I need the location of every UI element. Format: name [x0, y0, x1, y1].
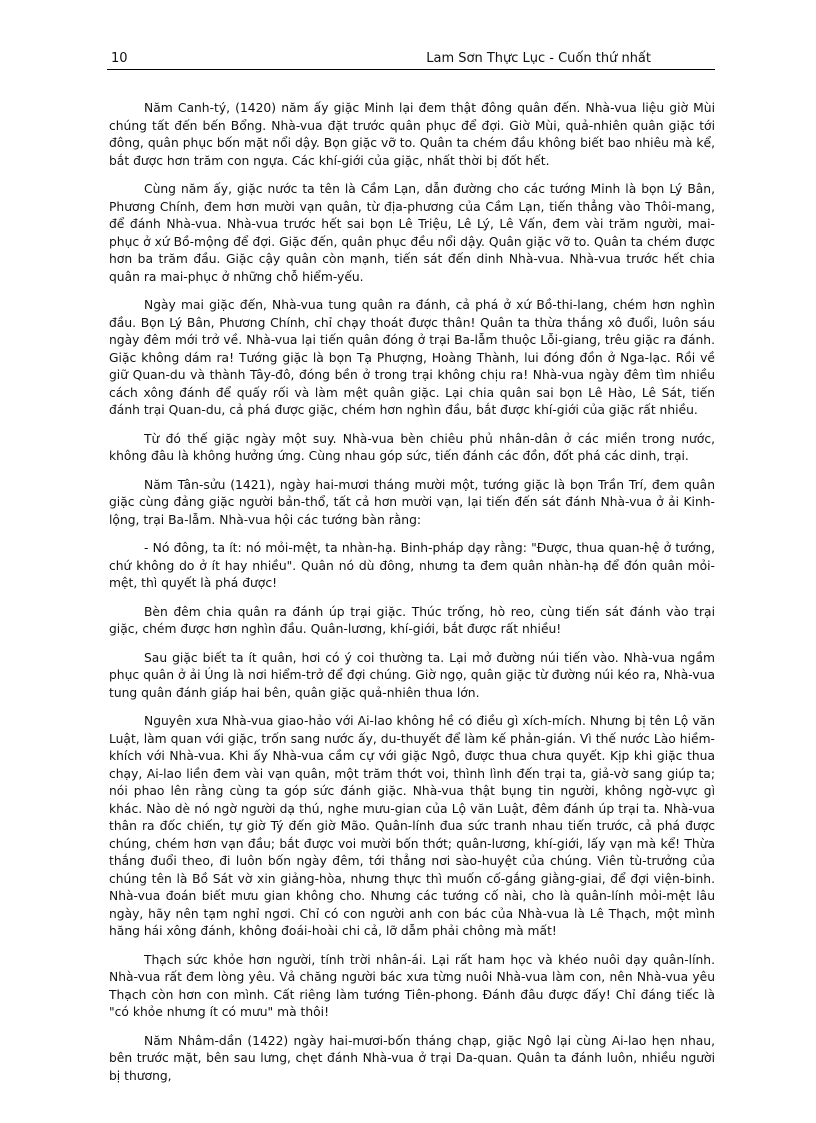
paragraph: - Nó đông, ta ít: nó mỏi-mệt, ta nhàn-hạ. Binh-pháp dạy rằng: "Được, thua quan-hệ ở tướng, chứ không do ở ít hay nhiều". Quân nó dù đông, nhưng ta đem quân nhàn-hạ để đón quân mỏi-mệt, thì quyết là phá được!	[109, 541, 715, 590]
paragraph: Năm Nhâm-dần (1422) ngày hai-mươi-bốn tháng chạp, giặc Ngô lại cùng Ai-lao hẹn nhau, bên trước mặt, bên sau lưng, chẹt đánh Nhà-vua ở trại Da-quan. Quân ta đánh luôn, nhiều người bị thương,	[109, 1033, 715, 1083]
paragraph: Cùng năm ấy, giặc nước ta tên là Cầm Lạn, dẫn đường cho các tướng Minh là bọn Lý Bân, Phương Chính, đem hơn mười vạn quân, từ địa-phương của Cầm Lạn, tiến thẳng vào Thôi-mang, để đánh Nhà-vua. Nhà-vua trước hết sai bọn Lê Triệu, Lê Lý, Lê Vấn, đem vài trăm người, mai-phục ở xứ Bồ-mộng để đợi. Giặc đến, quân phục đều nổi dậy. Quân giặc vỡ to. Quân ta chém được hơn ba trăm đầu. Giặc cậy quân còn mạnh, tiến sát đến dinh Nhà-vua. Nhà-vua trước hết chia quân ra mai-phục ở những chỗ hiểm-yếu.	[109, 182, 715, 284]
paragraph: Năm Canh-tý, (1420) năm ấy giặc Minh lại đem thật đông quân đến. Nhà-vua liệu giờ Mùi chúng tất đến bến Bổng. Nhà-vua đặt trước quân phục để đợi. Giờ Mùi, quả-nhiên quân giặc tới đông, quân phục bốn mặt nổi dậy. Bọn giặc vỡ to. Quân ta chém đầu không biết bao nhiêu mà kể, bắt được hơn trăm con ngựa. Các khí-giới của giặc, nhất thời bị đốt hết.	[109, 101, 715, 168]
running-title: Lam Sơn Thực Lục - Cuốn thứ nhất	[426, 51, 651, 66]
paragraph: Từ đó thế giặc ngày một suy. Nhà-vua bèn chiêu phủ nhân-dân ở các miền trong nước, không đâu là không hưởng ứng. Cùng nhau góp sức, tiến đánh các đồn, đốt phá các dinh, trại.	[109, 431, 715, 463]
paragraph: Nguyên xưa Nhà-vua giao-hảo với Ai-lao không hề có điều gì xích-mích. Nhưng bị tên Lộ văn Luật, làm quan với giặc, trốn sang nước ấy, du-thuyết để làm kế phản-gián. Vì thế nước Lào hiềm-khích với Nhà-vua. Khi ấy Nhà-vua cầm cự với giặc Ngô, được thua chưa quyết. Kịp khi giặc thua chạy, Ai-lao liền đem vài vạn quân, một trăm thớt voi, thình lình đến trại ta, giả-vờ sang giúp ta; nói phao lên rằng cùng ta góp sức đánh giặc. Nhà-vua thật bụng tin người, không ngờ-vực gì khác. Nào dè nó ngờ người dạ thú, nghe mưu-gian của Lộ văn Luật, đêm đánh úp trại ta. Nhà-vua thân ra đốc chiến, tự giờ Tý đến giờ Mão. Quân-lính đua sức tranh nhau tiến trước, cả phá được chúng, chém hơn vạn đầu; bắt được voi mười bốn thớt; quân-lương, khí-giới, lấy vạn mà kể! Thừa thắng đuổi theo, đi luôn bốn ngày đêm, tới thẳng nơi sào-huyệt của chúng. Viên tù-trưởng của chúng tên là Bồ Sát vờ xin giảng-hòa, nhưng thực thì muốn cố-gắng giằng-giai, để đợi viện-binh. Nhà-vua đoán biết mưu gian không cho. Nhưng các tướng cố nài, cho là quân-lính mỏi-mệt lâu ngày, hãy nên tạm nghỉ ngơi. Chỉ có con người anh con bác của Nhà-vua là Lê Thạch, một mình hăng hái xông đánh, không đoái-hoài chi cả, lỡ dẫm phải chông mà mất!	[109, 714, 715, 938]
page-header	[107, 49, 715, 70]
body-text	[109, 100, 715, 1096]
paragraph: Sau giặc biết ta ít quân, hơi có ý coi thường ta. Lại mở đường núi tiến vào. Nhà-vua ngầm phục quân ở ải Úng là nơi hiểm-trở để đợi chúng. Giờ ngọ, quân giặc từ đường núi kéo ra, Nhà-vua tung quân đánh giáp hai bên, quân giặc quả-nhiên thua lớn.	[109, 650, 715, 700]
paragraph: Năm Tân-sửu (1421), ngày hai-mươi tháng mười một, tướng giặc là bọn Trần Trí, đem quân giặc cùng đảng giặc người bản-thổ, tất cả hơn mười vạn, lại tiến đến sát đánh Nhà-vua ở ải Kinh-lộng, trại Ba-lẫm. Nhà-vua hội các tướng bàn rằng:	[109, 477, 715, 527]
paragraph: Ngày mai giặc đến, Nhà-vua tung quân ra đánh, cả phá ở xứ Bồ-thi-lang, chém hơn nghìn đầu. Bọn Lý Bân, Phương Chính, chỉ chạy thoát được thân! Quân ta thừa thắng xô đuổi, luôn sáu ngày đêm mới trở về. Nhà-vua lại tiến quân đóng ở trại Ba-lẫm thuộc Lỗi-giang, trêu giặc ra đánh. Giặc không dám ra! Tướng giặc là bọn Tạ Phượng, Hoàng Thành, lui đóng đồn ở Nga-lạc. Rồi về giữ Quan-du và thành Tây-đô, đóng bền ở trong trại không chịu ra! Nhà-vua ngày đêm tìm nhiều cách xông đánh để quấy rối và làm mệt quân giặc. Lại chia quân sai bọn Lê Hào, Lê Sát, tiến đánh trại Quan-du, cả phá được giặc, chém hơn nghìn đầu, bắt được khí-giới của giặc rất nhiều.	[109, 298, 715, 417]
page-number: 10	[111, 51, 128, 66]
paragraph: Bèn đêm chia quân ra đánh úp trại giặc. Thúc trống, hò reo, cùng tiến sát đánh vào trại giặc, chém được hơn nghìn đầu. Quân-lương, khí-giới, bắt được rất nhiều!	[109, 604, 715, 636]
paragraph: Thạch sức khỏe hơn người, tính trời nhân-ái. Lại rất ham học và khéo nuôi dạy quân-lính. Nhà-vua rất đem lòng yêu. Vả chăng người bác xưa từng nuôi Nhà-vua làm con, nên Nhà-vua yêu Thạch còn hơn con mình. Cất riêng làm tướng Tiên-phong. Đánh đâu được đấy! Chỉ đáng tiếc là "có khỏe nhưng ít có mưu" mà thôi!	[109, 952, 715, 1019]
